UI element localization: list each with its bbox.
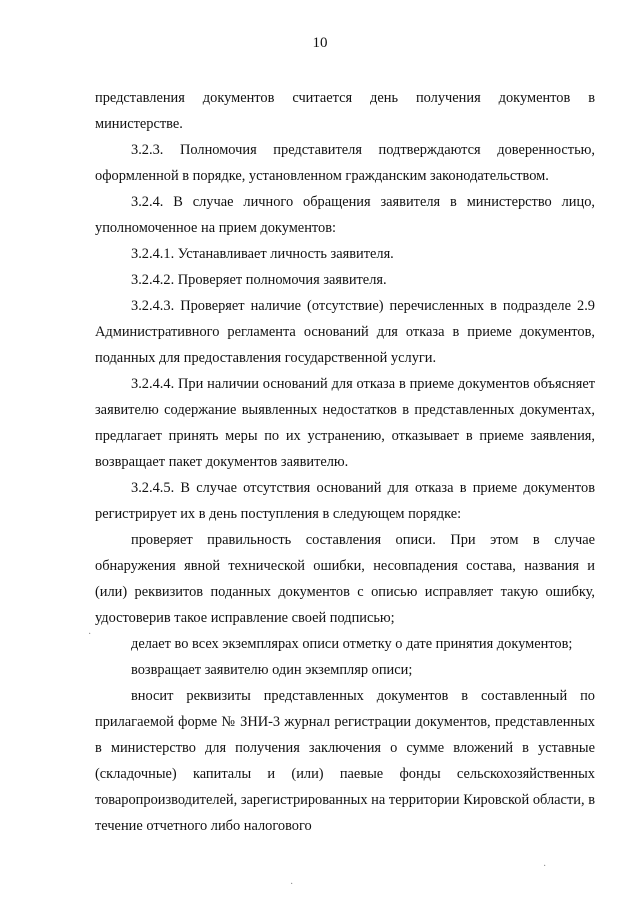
- list-item-mark-date: делает во всех экземплярах описи отметку о дате принятия документов;: [131, 636, 573, 652]
- paragraph-3-2-4-3: 3.2.4.3. Проверяет наличие (отсутствие) перечисленных в подразделе 2.9 Административного регламента оснований для отказа в приеме документов, поданных для предоставления государственной услуги.: [95, 298, 595, 366]
- paragraph-3-2-4-2: 3.2.4.2. Проверяет полномочия заявителя.: [131, 272, 387, 288]
- paragraph-continuation: представления документов считается день получения документов в министерстве.: [95, 90, 595, 132]
- list-item-check-inventory: проверяет правильность составления описи. При этом в случае обнаружения явной технической ошибки, несовпадения состава, названия и (или) реквизитов поданных документов с описью исправляет такую ошибку, удостоверив такое исправление своей подписью;: [95, 532, 595, 626]
- paragraph-3-2-3: 3.2.3. Полномочия представителя подтверждаются доверенностью, оформленной в порядке, установленном гражданским законодательством.: [95, 142, 595, 184]
- scan-speck: ·: [88, 629, 92, 640]
- paragraph-3-2-4: 3.2.4. В случае личного обращения заявителя в министерство лицо, уполномоченное на прием документов:: [95, 194, 595, 236]
- paragraph-3-2-4-5: 3.2.4.5. В случае отсутствия оснований для отказа в приеме документов регистрирует их в день поступления в следующем порядке:: [95, 480, 595, 522]
- list-item-register-journal: вносит реквизиты представленных документов в составленный по прилагаемой форме № ЗНИ-3 журнал регистрации документов, представленных в министерство для получения заключения о сумме вложений в уставные (складочные) капиталы и (или) паевые фонды сельскохозяйственных товаропроизводителей, зарегистрированных на территории Кировской области, в течение отчетного либо налогового: [95, 688, 595, 834]
- scan-speck: ·: [543, 861, 547, 872]
- paragraph-3-2-4-1: 3.2.4.1. Устанавливает личность заявителя.: [131, 246, 394, 262]
- page-number: 10: [312, 35, 328, 51]
- document-body: [95, 85, 595, 839]
- list-item-return-copy: возвращает заявителю один экземпляр описи;: [131, 662, 413, 678]
- paragraph-3-2-4-4: 3.2.4.4. При наличии оснований для отказа в приеме документов объясняет заявителю содержание выявленных недостатков в представленных документах, предлагает принять меры по их устранению, отказывает в приеме заявления, возвращает пакет документов заявителю.: [95, 376, 595, 470]
- scan-speck: ·: [290, 879, 294, 890]
